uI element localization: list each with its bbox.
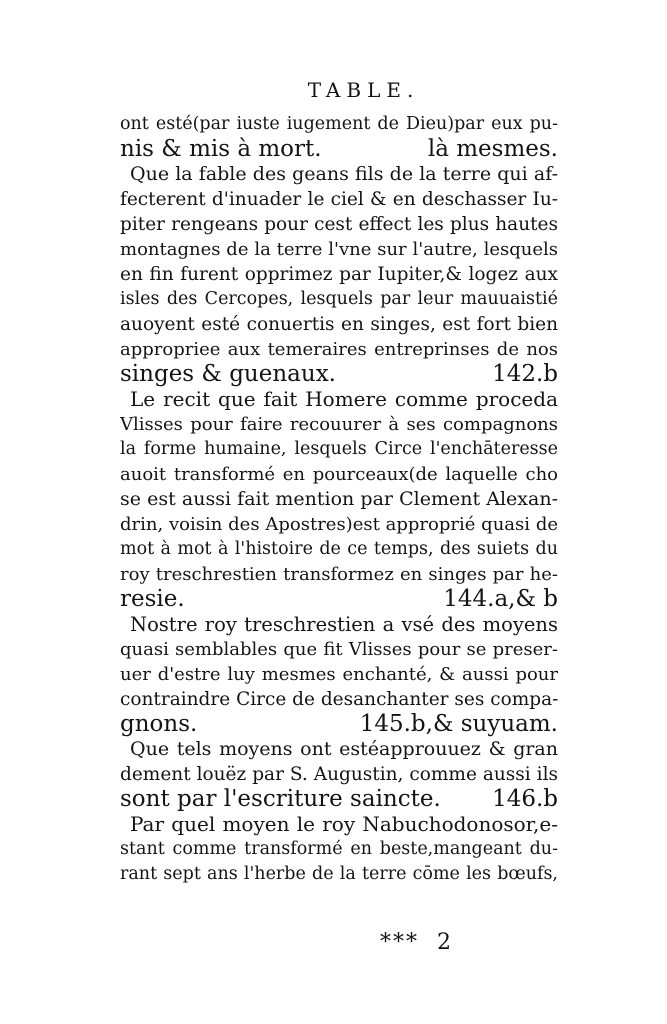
text-line: quasi semblables que fit Vlisses pour se preser- [120, 639, 558, 660]
text-line: ont esté(par iuste iugement de Dieu)par eux pu- [120, 114, 558, 134]
page-reference: là mesmes. [427, 136, 558, 162]
text-line: Par quel moyen le roy Nabuchodonosor,e- [130, 812, 558, 836]
text-line: Que la fable des geans fils de la terre qui af- [130, 163, 558, 185]
signature-number: 2 [437, 930, 453, 955]
text-line: Nostre roy treschrestien a vsé des moyens [130, 613, 558, 636]
page-reference: 144.a,& b [443, 586, 558, 612]
text-line: montagnes de la terre l'vne sur l'autre, lesquels [120, 239, 558, 260]
text-line: Le recit que fait Homere comme proceda [130, 387, 558, 411]
entry-text-end: singes & guenaux. [120, 361, 336, 387]
text-line: Que tels moyens ont estéapprouuez & gran [130, 738, 558, 760]
table-of-contents-body [120, 112, 558, 887]
text-line: se est aussi fait mention par Clement Alexan- [120, 488, 558, 510]
text-line: piter rengeans pour cest effect les plus hautes [120, 214, 558, 235]
entry-text-end: gnons. [120, 711, 198, 737]
entry-last-line [120, 137, 558, 162]
text-line: stant comme transformé en beste,mangeant du- [120, 839, 558, 859]
entry-text-end: nis & mis à mort. [120, 136, 322, 162]
text-line: drin, voisin des Apostres)est approprié quasi de [120, 514, 558, 535]
entry-last-line [120, 362, 558, 387]
entry-last-line [120, 712, 558, 737]
entry-last-line [120, 587, 558, 612]
text-line: mot à mot à l'histoire de ce temps, des suiets du [120, 539, 558, 559]
entry-text-end: resie. [120, 586, 185, 612]
running-head: TABLE. [307, 78, 420, 102]
text-line: uer d'estre luy mesmes enchanté, & aussi pour [120, 664, 558, 685]
entry-text-end: sont par l'escriture saincte. [120, 786, 441, 812]
text-line: isles des Cercopes, lesquels par leur mauuaistié [120, 289, 558, 309]
page-reference: 145.b,& suyuam. [359, 711, 558, 737]
text-line: la forme humaine, lesquels Circe l'enchāteresse [120, 439, 558, 459]
text-line: contraindre Circe de desanchanter ses compa- [120, 689, 558, 710]
entry-last-line [120, 787, 558, 812]
text-line: Vlisses pour faire recouurer à ses compagnons [120, 414, 558, 435]
signature-mark [380, 930, 453, 955]
text-line: fecterent d'inuader le ciel & en deschasser Iu- [120, 189, 558, 210]
text-line: appropriee aux temeraires entreprinses de nos [120, 339, 558, 360]
text-line: auoyent esté conuertis en singes, est fort bien [120, 314, 558, 335]
page-reference: 146.b [492, 786, 558, 812]
text-line: roy treschrestien transformez en singes par he- [120, 564, 558, 585]
page-reference: 142.b [492, 361, 558, 387]
text-line: auoit transformé en pourceaux(de laquelle cho [120, 464, 558, 485]
text-line: dement louëz par S. Augustin, comme aussi ils [120, 764, 558, 785]
text-line: en fin furent opprimez par Iupiter,& logez aux [120, 264, 558, 285]
signature-asterisks: *** [380, 930, 419, 955]
text-line: rant sept ans l'herbe de la terre cōme les bœufs, [120, 864, 558, 884]
